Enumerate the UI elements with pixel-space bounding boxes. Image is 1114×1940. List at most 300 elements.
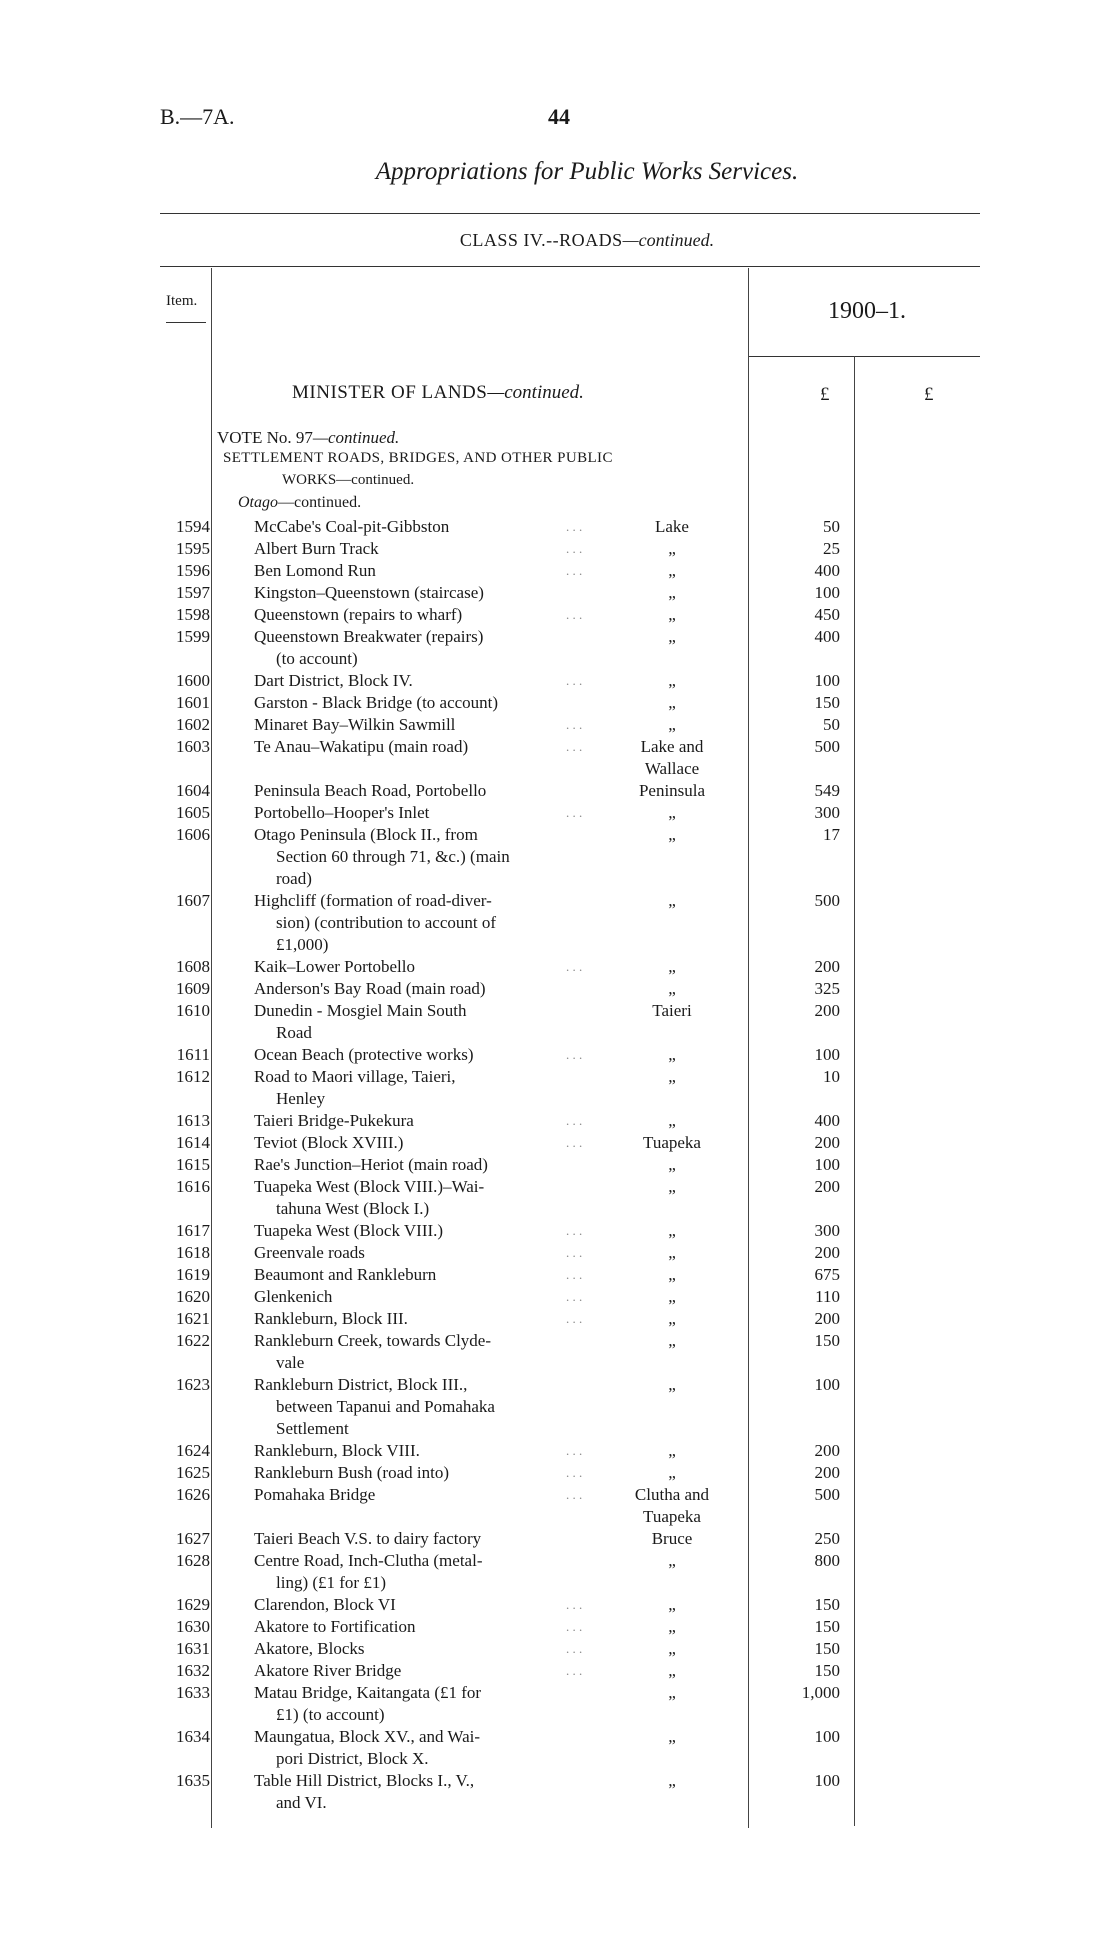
leader-dots: . . .	[566, 959, 583, 974]
item-description	[254, 1066, 590, 1110]
item-number: 1625	[176, 1463, 210, 1482]
item-amount: 200	[814, 1177, 840, 1196]
item-amount: 17	[823, 825, 840, 844]
item-district	[602, 1462, 742, 1484]
item-description	[254, 1264, 590, 1286]
item-number: 1619	[176, 1265, 210, 1284]
item-number: 1629	[176, 1595, 210, 1614]
item-amount: 25	[823, 539, 840, 558]
item-district-line: „	[668, 1265, 676, 1284]
item-district	[602, 1154, 742, 1176]
item-amount: 200	[814, 1309, 840, 1328]
item-description	[254, 780, 590, 802]
item-number: 1601	[176, 693, 210, 712]
item-district	[602, 1594, 742, 1616]
item-district-line: „	[668, 1155, 676, 1174]
item-district	[602, 1638, 742, 1660]
amount-column-divider	[748, 268, 749, 1828]
item-description-line: Dart District, Block IV.	[254, 671, 413, 690]
item-district-line: „	[668, 1111, 676, 1130]
item-district	[602, 780, 742, 802]
item-district-line: Bruce	[651, 1529, 693, 1548]
item-district-line: Lake	[655, 517, 689, 536]
item-district-line: „	[668, 957, 676, 976]
item-amount: 100	[814, 1375, 840, 1394]
item-district	[602, 1330, 742, 1352]
item-district	[602, 1770, 742, 1792]
item-description-line: Rankleburn Bush (road into)	[254, 1463, 449, 1482]
item-number: 1634	[176, 1727, 210, 1746]
item-description	[254, 1286, 590, 1308]
item-description-line: Dunedin - Mosgiel Main South	[254, 1001, 467, 1020]
item-description-line: Rankleburn, Block III.	[254, 1309, 408, 1328]
item-district-line: „	[668, 671, 676, 690]
item-district-line: „	[668, 1177, 676, 1196]
item-district-line: „	[668, 583, 676, 602]
item-description-line: McCabe's Coal-pit-Gibbston	[254, 517, 450, 536]
item-district-line: „	[668, 1243, 676, 1262]
item-description-line: between Tapanui and Pomahaka	[276, 1397, 495, 1416]
item-district-line: „	[668, 1727, 676, 1746]
leader-dots: . . .	[566, 607, 583, 622]
minister-heading	[292, 382, 584, 404]
item-description	[254, 736, 590, 758]
item-number: 1627	[176, 1529, 210, 1548]
total-column-divider	[854, 356, 855, 1826]
item-number: 1603	[176, 737, 210, 756]
item-district-line: „	[668, 1375, 676, 1394]
item-district	[602, 978, 742, 1000]
item-amount: 400	[814, 561, 840, 580]
item-district	[602, 1066, 742, 1088]
item-description	[254, 538, 590, 560]
leader-dots: . . .	[566, 1223, 583, 1238]
item-number: 1596	[176, 561, 210, 580]
item-description-line: Matau Bridge, Kaitangata (£1 for	[254, 1683, 482, 1702]
item-district	[602, 1726, 742, 1748]
vote-label-suffix: —continued.	[312, 428, 400, 447]
item-description-line: Table Hill District, Blocks I., V.,	[254, 1771, 475, 1790]
item-amount: 200	[814, 1441, 840, 1460]
item-amount: 200	[814, 1133, 840, 1152]
item-district	[602, 802, 742, 824]
item-description	[254, 1440, 590, 1462]
item-district	[602, 1000, 742, 1022]
item-description-line: Greenvale roads	[254, 1243, 365, 1262]
item-description-line: Maungatua, Block XV., and Wai-	[254, 1727, 481, 1746]
leader-dots: . . .	[566, 1113, 583, 1128]
item-description-line: Taieri Bridge-Pukekura	[254, 1111, 414, 1130]
item-number: 1622	[176, 1331, 210, 1350]
leader-dots: . . .	[566, 1047, 583, 1062]
item-district	[602, 1550, 742, 1572]
item-district	[602, 1110, 742, 1132]
item-district-line: „	[668, 1287, 676, 1306]
item-district	[602, 1440, 742, 1462]
item-description-line: Beaumont and Rankleburn	[254, 1265, 437, 1284]
item-description-line: (to account)	[276, 649, 358, 668]
item-description-line: Centre Road, Inch-Clutha (metal-	[254, 1551, 483, 1570]
item-description-line: vale	[276, 1353, 305, 1372]
item-district-line: Lake and	[640, 737, 704, 756]
item-description	[254, 670, 590, 692]
item-description	[254, 824, 590, 890]
item-number: 1616	[176, 1177, 210, 1196]
minister-heading-text: MINISTER OF LANDS	[292, 382, 488, 403]
item-amount: 800	[814, 1551, 840, 1570]
item-district	[602, 1484, 742, 1528]
item-description-line: Queenstown Breakwater (repairs)	[254, 627, 484, 646]
item-description	[254, 978, 590, 1000]
item-description	[254, 1770, 590, 1814]
page-number: 44	[548, 104, 570, 129]
item-district-line: „	[668, 627, 676, 646]
item-district	[602, 1616, 742, 1638]
item-amount: 100	[814, 1155, 840, 1174]
item-description	[254, 582, 590, 604]
currency-symbol-2: £	[924, 384, 934, 405]
item-description-line: Anderson's Bay Road (main road)	[254, 979, 486, 998]
item-district	[602, 890, 742, 912]
item-amount: 150	[814, 693, 840, 712]
district-subheading-suffix: —continued.	[278, 494, 362, 511]
page-title: Appropriations for Public Works Services.	[375, 158, 799, 185]
item-district-line: „	[668, 1617, 676, 1636]
year-column-header: 1900–1.	[828, 298, 906, 324]
vote-label-text: VOTE No. 97	[217, 428, 313, 447]
item-number: 1632	[176, 1661, 210, 1680]
leader-dots: . . .	[566, 1487, 583, 1502]
item-description	[254, 1616, 590, 1638]
item-district	[602, 1308, 742, 1330]
class-heading-text: CLASS IV.--ROADS	[459, 230, 623, 250]
item-description-line: Akatore to Fortification	[254, 1617, 416, 1636]
leader-dots: . . .	[566, 1267, 583, 1282]
item-description	[254, 1550, 590, 1594]
item-description	[254, 1242, 590, 1264]
item-district-line: „	[668, 1661, 676, 1680]
item-number: 1609	[176, 979, 210, 998]
item-description-line: Pomahaka Bridge	[254, 1485, 376, 1504]
item-amount: 400	[814, 1111, 840, 1130]
item-district	[602, 736, 742, 780]
item-header-underline	[166, 322, 206, 323]
item-amount: 150	[814, 1661, 840, 1680]
section-heading-line-2: WORKS—continued.	[282, 472, 415, 488]
item-amount: 150	[814, 1331, 840, 1350]
item-description-line: Section 60 through 71, &c.) (main	[276, 847, 510, 866]
item-description	[254, 1110, 590, 1132]
item-district-line: „	[668, 891, 676, 910]
item-description-line: Ocean Beach (protective works)	[254, 1045, 474, 1064]
item-number: 1621	[176, 1309, 210, 1328]
item-description	[254, 1484, 590, 1506]
item-description-line: Settlement	[276, 1419, 349, 1438]
item-district	[602, 560, 742, 582]
item-description-line: sion) (contribution to account of	[276, 913, 497, 932]
leader-dots: . . .	[566, 1465, 583, 1480]
document-reference: B.—7A.	[160, 104, 235, 129]
item-description	[254, 1726, 590, 1770]
item-description-line: Tuapeka West (Block VIII.)	[254, 1221, 444, 1240]
leader-dots: . . .	[566, 519, 583, 534]
item-district	[602, 714, 742, 736]
item-description	[254, 1044, 590, 1066]
item-description-line: Rankleburn, Block VIII.	[254, 1441, 420, 1460]
leader-dots: . . .	[566, 1619, 583, 1634]
item-district	[602, 604, 742, 626]
item-description-line: Queenstown (repairs to wharf)	[254, 605, 463, 624]
item-description-line: Tuapeka West (Block VIII.)–Wai-	[254, 1177, 485, 1196]
district-subheading-name: Otago	[238, 494, 278, 511]
item-description-line: Ben Lomond Run	[254, 561, 376, 580]
item-amount: 500	[814, 1485, 840, 1504]
item-description	[254, 1132, 590, 1154]
item-description-line: Clarendon, Block VI	[254, 1595, 396, 1614]
item-description	[254, 1638, 590, 1660]
item-number: 1606	[176, 825, 210, 844]
item-number: 1623	[176, 1375, 210, 1394]
item-description	[254, 1594, 590, 1616]
item-description-line: Kaik–Lower Portobello	[254, 957, 415, 976]
item-amount: 110	[815, 1287, 840, 1306]
item-amount: 100	[814, 583, 840, 602]
leader-dots: . . .	[566, 1597, 583, 1612]
item-number: 1617	[176, 1221, 210, 1240]
item-amount: 400	[814, 627, 840, 646]
item-district-line: „	[668, 605, 676, 624]
leader-dots: . . .	[566, 563, 583, 578]
item-amount: 200	[814, 957, 840, 976]
item-description-line: Peninsula Beach Road, Portobello	[254, 781, 487, 800]
item-district	[602, 1132, 742, 1154]
leader-dots: . . .	[566, 739, 583, 754]
item-district-line: „	[668, 1551, 676, 1570]
item-description	[254, 1374, 590, 1440]
item-amount: 500	[814, 891, 840, 910]
item-district-line: „	[668, 979, 676, 998]
item-description-line: Akatore River Bridge	[254, 1661, 402, 1680]
item-number: 1628	[176, 1551, 210, 1570]
item-description-line: Teviot (Block XVIII.)	[254, 1133, 404, 1152]
item-description	[254, 1220, 590, 1242]
item-amount: 150	[814, 1617, 840, 1636]
item-district-line: „	[668, 1683, 676, 1702]
item-description	[254, 1308, 590, 1330]
class-rule	[160, 266, 980, 267]
item-description-line: Kingston–Queenstown (staircase)	[254, 583, 484, 602]
item-district-line: „	[668, 1771, 676, 1790]
item-description-line: Highcliff (formation of road-diver-	[254, 891, 492, 910]
item-amount: 200	[814, 1463, 840, 1482]
item-description	[254, 626, 590, 670]
item-amount: 100	[814, 1771, 840, 1790]
item-amount: 450	[814, 605, 840, 624]
item-description	[254, 1176, 590, 1220]
item-amount: 100	[814, 671, 840, 690]
item-amount: 150	[814, 1595, 840, 1614]
item-district-line: „	[668, 539, 676, 558]
item-description	[254, 1330, 590, 1374]
item-amount: 250	[814, 1529, 840, 1548]
class-heading	[0, 230, 1114, 251]
item-description	[254, 1682, 590, 1726]
item-amount: 500	[814, 737, 840, 756]
item-description-line: £1,000)	[276, 935, 329, 954]
item-description-line: Road	[276, 1023, 312, 1042]
item-number: 1599	[176, 627, 210, 646]
item-district-line: „	[668, 1441, 676, 1460]
item-description-line: Glenkenich	[254, 1287, 333, 1306]
item-district	[602, 1242, 742, 1264]
item-district-line: „	[668, 1067, 676, 1086]
item-number: 1610	[176, 1001, 210, 1020]
item-description	[254, 1660, 590, 1682]
leader-dots: . . .	[566, 1311, 583, 1326]
leader-dots: . . .	[566, 1443, 583, 1458]
item-district-line: Peninsula	[638, 781, 706, 800]
item-district-line: Tuapeka	[643, 1507, 701, 1526]
item-number: 1611	[176, 1045, 210, 1064]
district-subheading	[238, 494, 361, 512]
item-description-line: £1) (to account)	[276, 1705, 385, 1724]
item-district	[602, 1528, 742, 1550]
item-district-line: „	[668, 693, 676, 712]
item-number: 1630	[176, 1617, 210, 1636]
item-district	[602, 626, 742, 648]
item-description-line: Akatore, Blocks	[254, 1639, 365, 1658]
item-description-line: Albert Burn Track	[254, 539, 379, 558]
item-number: 1615	[176, 1155, 210, 1174]
item-amount: 675	[814, 1265, 840, 1284]
item-district-line: Wallace	[644, 759, 700, 778]
leader-dots: . . .	[566, 1289, 583, 1304]
item-district-line: „	[668, 561, 676, 580]
item-amount: 1,000	[801, 1683, 840, 1702]
leader-dots: . . .	[566, 1663, 583, 1678]
top-rule	[160, 213, 980, 214]
item-description	[254, 692, 590, 714]
item-number: 1608	[176, 957, 210, 976]
item-description	[254, 1000, 590, 1044]
item-number: 1607	[176, 891, 210, 910]
item-number: 1633	[176, 1683, 210, 1702]
item-description	[254, 1154, 590, 1176]
item-description-line: tahuna West (Block I.)	[276, 1199, 430, 1218]
section-heading-line-1: SETTLEMENT ROADS, BRIDGES, AND OTHER PUBLIC	[223, 450, 613, 466]
item-amount: 200	[814, 1001, 840, 1020]
item-amount: 200	[814, 1243, 840, 1262]
item-description-line: Otago Peninsula (Block II., from	[254, 825, 478, 844]
leader-dots: . . .	[566, 1245, 583, 1260]
item-number: 1635	[176, 1771, 210, 1790]
item-district	[602, 1374, 742, 1396]
item-number: 1624	[176, 1441, 210, 1460]
item-amount: 549	[814, 781, 840, 800]
item-district	[602, 1176, 742, 1198]
item-number: 1605	[176, 803, 210, 822]
item-number: 1595	[176, 539, 210, 558]
item-district	[602, 1044, 742, 1066]
item-district-line: Tuapeka	[643, 1133, 701, 1152]
item-amount: 300	[814, 803, 840, 822]
item-amount: 300	[814, 1221, 840, 1240]
item-description	[254, 516, 590, 538]
item-description	[254, 1462, 590, 1484]
item-description-line: and VI.	[276, 1793, 327, 1812]
item-description-line: Portobello–Hooper's Inlet	[254, 803, 430, 822]
item-district	[602, 1286, 742, 1308]
item-number: 1602	[176, 715, 210, 734]
item-district	[602, 956, 742, 978]
item-district	[602, 538, 742, 560]
item-district-line: „	[668, 1463, 676, 1482]
item-description-line: Garston - Black Bridge (to account)	[254, 693, 499, 712]
item-description-line: pori District, Block X.	[276, 1749, 429, 1768]
item-number: 1626	[176, 1485, 210, 1504]
item-district-line: „	[668, 1331, 676, 1350]
leader-dots: . . .	[566, 805, 583, 820]
item-description	[254, 890, 590, 956]
item-column-header: Item.	[166, 293, 198, 309]
item-description	[254, 1528, 590, 1550]
item-number: 1631	[176, 1639, 210, 1658]
item-amount: 10	[823, 1067, 840, 1086]
item-number: 1597	[176, 583, 210, 602]
item-description-line: Minaret Bay–Wilkin Sawmill	[254, 715, 456, 734]
item-description-line: Henley	[276, 1089, 326, 1108]
item-amount: 50	[823, 715, 840, 734]
item-district-line: „	[668, 803, 676, 822]
item-district	[602, 1220, 742, 1242]
item-description-line: road)	[276, 869, 312, 888]
item-description	[254, 956, 590, 978]
item-district-line: „	[668, 1045, 676, 1064]
item-amount: 100	[814, 1727, 840, 1746]
item-description-line: Road to Maori village, Taieri,	[254, 1067, 456, 1086]
item-amount: 325	[814, 979, 840, 998]
item-district	[602, 692, 742, 714]
vote-label	[217, 428, 399, 448]
item-amount: 150	[814, 1639, 840, 1658]
item-district-line: „	[668, 1221, 676, 1240]
item-district-line: „	[668, 1309, 676, 1328]
item-description-line: Rae's Junction–Heriot (main road)	[254, 1155, 488, 1174]
item-number: 1620	[176, 1287, 210, 1306]
item-number: 1618	[176, 1243, 210, 1262]
item-number: 1600	[176, 671, 210, 690]
item-column-divider	[211, 268, 212, 1828]
item-description-line: Rankleburn Creek, towards Clyde-	[254, 1331, 491, 1350]
item-number: 1598	[176, 605, 210, 624]
item-district	[602, 516, 742, 538]
leader-dots: . . .	[566, 1135, 583, 1150]
currency-symbol-1: £	[820, 384, 830, 405]
item-number: 1594	[176, 517, 210, 536]
item-district-line: Clutha and	[634, 1485, 710, 1504]
item-district	[602, 824, 742, 846]
item-number: 1613	[176, 1111, 210, 1130]
item-district	[602, 582, 742, 604]
item-amount: 50	[823, 517, 840, 536]
leader-dots: . . .	[566, 1641, 583, 1656]
item-number: 1612	[176, 1067, 210, 1086]
minister-heading-suffix: —continued.	[487, 382, 584, 403]
item-description	[254, 802, 590, 824]
item-description-line: Te Anau–Wakatipu (main road)	[254, 737, 469, 756]
item-number: 1604	[176, 781, 210, 800]
item-district	[602, 1264, 742, 1286]
